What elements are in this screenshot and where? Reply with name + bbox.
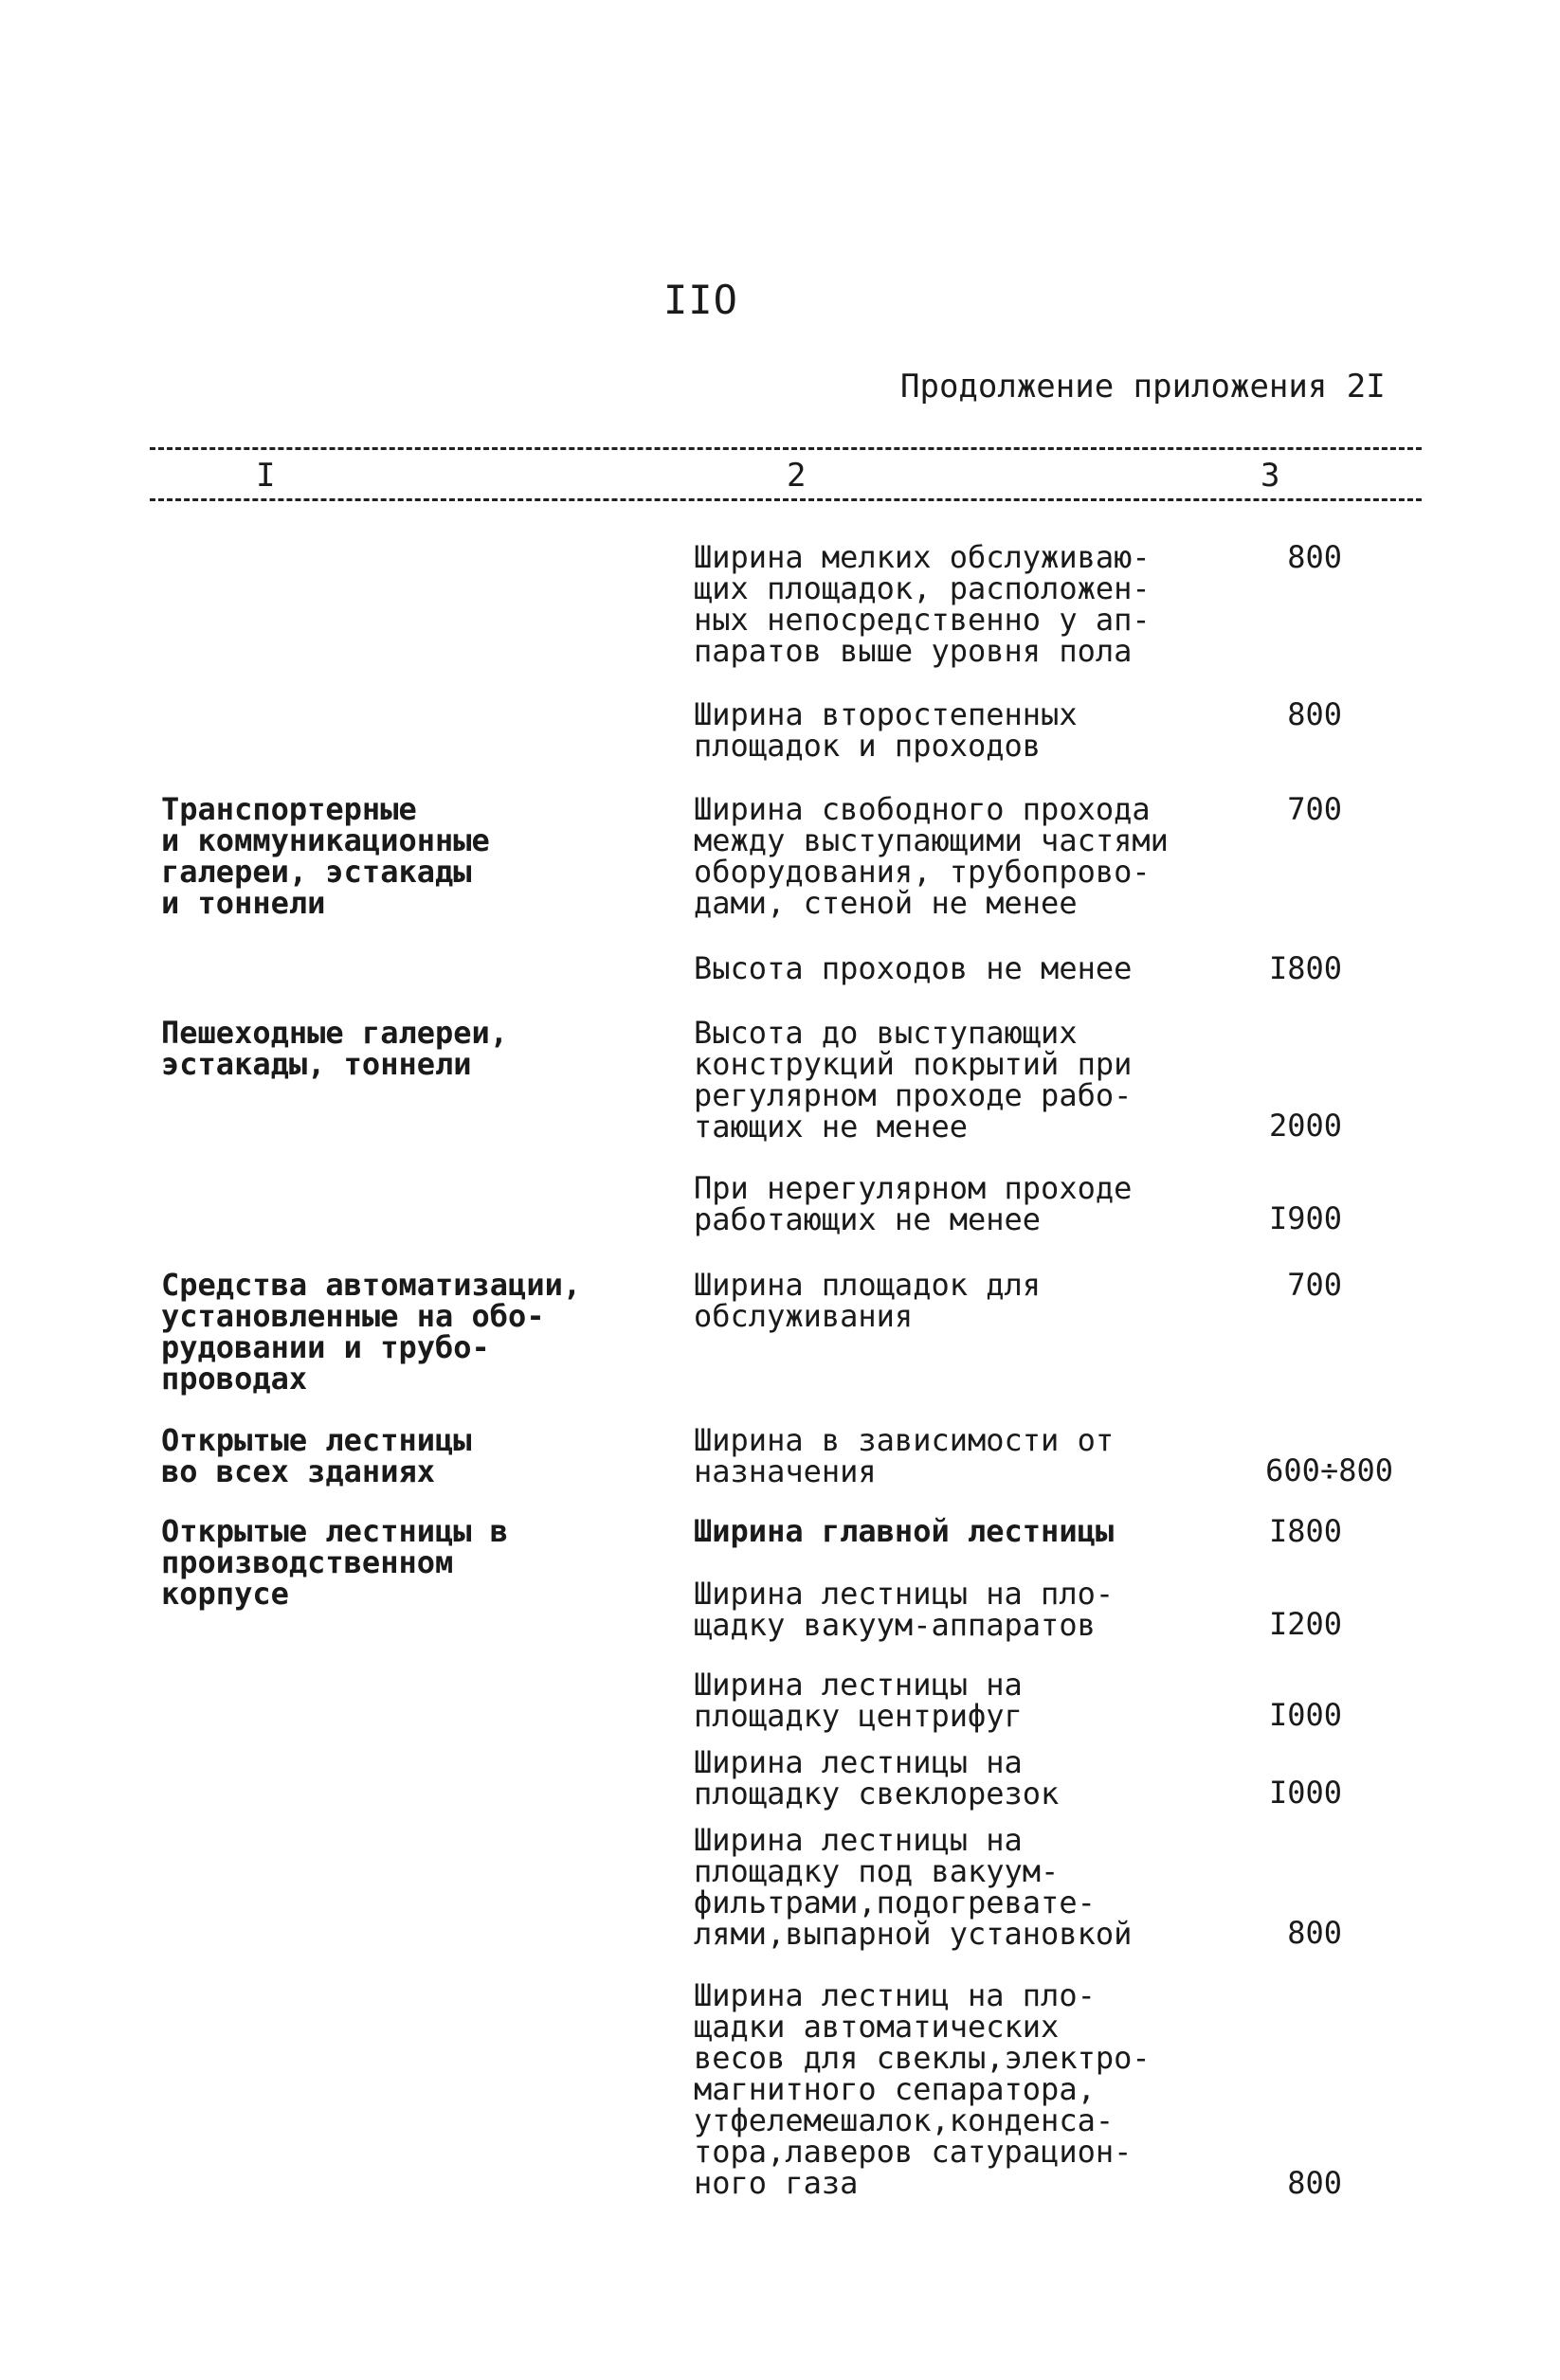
table-cell-value: 700 bbox=[1287, 1267, 1342, 1303]
table-header-rule-top bbox=[150, 447, 1422, 450]
table-cell-description: Ширина свободного прохода между выступающими частями оборудования, трубопрово- дами, стеной не менее bbox=[694, 791, 1169, 921]
table-header-rule-bottom bbox=[150, 498, 1422, 501]
table-cell-category: Пешеходные галереи, эстакады, тоннели bbox=[161, 1015, 509, 1082]
table-cell-category: Открытые лестницы в производственном корпусе bbox=[161, 1513, 509, 1612]
table-cell-description: Ширина лестницы на площадку свеклорезок bbox=[694, 1744, 1060, 1812]
table-cell-value: 800 bbox=[1287, 696, 1342, 732]
column-header-3: 3 bbox=[1261, 457, 1280, 495]
appendix-subtitle: Продолжение приложения 2I bbox=[900, 368, 1386, 406]
table-cell-description: Ширина лестниц на пло- щадки автоматических весов для свеклы,электро- магнитного сепаратора, утфелемешалок,конденса- тора,лаверов сатурацион- ного газа bbox=[694, 1977, 1151, 2201]
table-cell-category: Транспортерные и коммуникационные галереи, эстакады и тоннели bbox=[161, 791, 490, 921]
table-cell-value: I800 bbox=[1268, 950, 1342, 986]
table-cell-description: Ширина площадок для обслуживания bbox=[694, 1267, 1042, 1334]
table-cell-value: 800 bbox=[1287, 539, 1342, 575]
table-cell-description: Ширина лестницы на площадку под вакуум- фильтрами,подогревате- лями,выпарной установкой bbox=[694, 1822, 1133, 1952]
table-cell-description: Ширина лестницы на пло- щадку вакуум-аппаратов bbox=[694, 1576, 1115, 1643]
table-cell-description: Высота до выступающих конструкций покрытий при регулярном проходе рабо- тающих не менее bbox=[694, 1015, 1133, 1145]
table-cell-description: Ширина главной лестницы bbox=[694, 1513, 1115, 1549]
table-cell-category: Открытые лестницы во всех зданиях bbox=[161, 1422, 472, 1489]
table-cell-value: I000 bbox=[1268, 1697, 1342, 1733]
table-cell-description: Ширина лестницы на площадку центрифуг bbox=[694, 1667, 1023, 1734]
table-cell-value: 2000 bbox=[1268, 1108, 1342, 1144]
table-cell-value: I200 bbox=[1268, 1606, 1342, 1642]
column-header-2: 2 bbox=[787, 457, 807, 495]
table-cell-value: 800 bbox=[1287, 1915, 1342, 1951]
page-number: IIO bbox=[663, 277, 738, 323]
table-cell-description: Высота проходов не менее bbox=[694, 950, 1133, 986]
table-cell-description: Ширина второстепенных площадок и проходов bbox=[694, 696, 1078, 764]
table-cell-value: 700 bbox=[1287, 791, 1342, 827]
table-cell-value: 800 bbox=[1287, 2165, 1342, 2201]
table-cell-description: Ширина мелких обслуживаю- щих площадок, расположен- ных непосредственно у ап- паратов выше уровня пола bbox=[694, 539, 1151, 669]
table-cell-description: Ширина в зависимости от назначения bbox=[694, 1422, 1115, 1489]
column-header-1: I bbox=[256, 457, 276, 495]
table-cell-value: I900 bbox=[1268, 1200, 1342, 1236]
table-cell-description: При нерегулярном проходе работающих не менее bbox=[694, 1170, 1133, 1237]
table-cell-category: Средства автоматизации, установленные на обо- рудовании и трубо- проводах bbox=[161, 1267, 582, 1397]
table-cell-value: I800 bbox=[1268, 1513, 1342, 1549]
table-cell-value: I000 bbox=[1268, 1775, 1342, 1811]
table-cell-value: 600÷800 bbox=[1265, 1452, 1393, 1488]
